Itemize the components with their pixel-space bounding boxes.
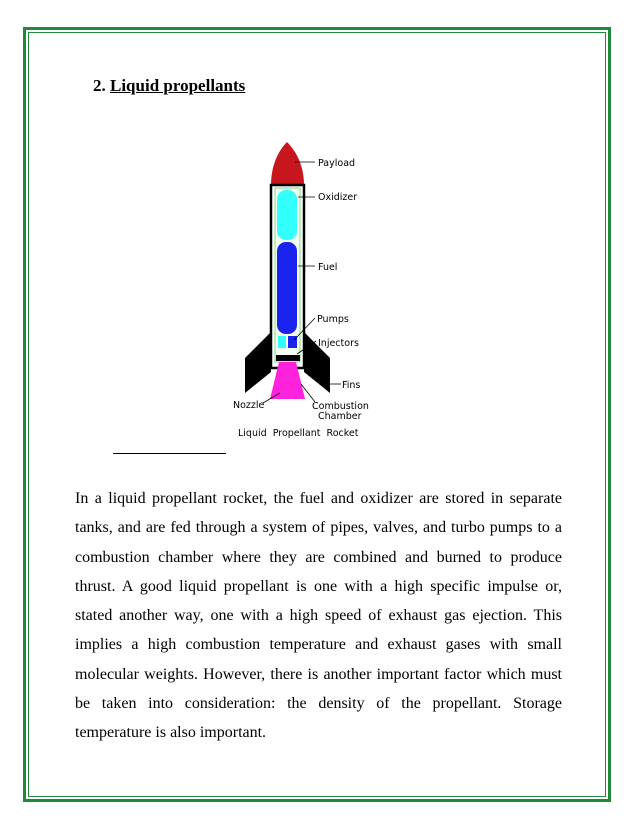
- label-payload: Payload: [318, 158, 356, 169]
- rocket-figure: [225, 140, 405, 440]
- footnote-rule: [113, 453, 226, 454]
- rocket-diagram: [225, 140, 405, 440]
- label-nozzle: Nozzle: [233, 400, 265, 411]
- label-chamber: Chamber: [318, 411, 362, 422]
- label-injectors: Injectors: [318, 338, 359, 349]
- oxidizer-tank: [277, 190, 297, 240]
- label-oxidizer: Oxidizer: [318, 192, 358, 203]
- label-fuel: Fuel: [318, 262, 338, 273]
- figure-caption: Liquid Propellant Rocket: [238, 428, 359, 439]
- label-pumps: Pumps: [317, 314, 349, 325]
- label-combustion: Combustion: [312, 401, 369, 412]
- injector-plate: [276, 355, 300, 361]
- label-fins: Fins: [342, 380, 361, 391]
- section-number: 2.: [93, 76, 110, 95]
- body-paragraph: In a liquid propellant rocket, the fuel and oxidizer are stored in separate tanks, and are fed through a system of pipes, valves, and turbo pumps to a combustion chamber where they are combined and burned to produce thrust. A good liquid propellant is one with a high specific impulse or, stated another way, one with a high speed of exhaust gas ejection. This implies a high combustion temperature and exhaust gases with small molecular weights. However, there is another important factor which must be taken into consideration: the density of the propellant. Storage temperature is also important.: [75, 490, 562, 742]
- pumps: [278, 336, 286, 348]
- left-fin: [245, 332, 271, 393]
- section-heading: [93, 76, 245, 96]
- nose-cone: [271, 142, 304, 185]
- section-title: Liquid propellants: [110, 76, 246, 95]
- fuel-tank: [277, 242, 297, 334]
